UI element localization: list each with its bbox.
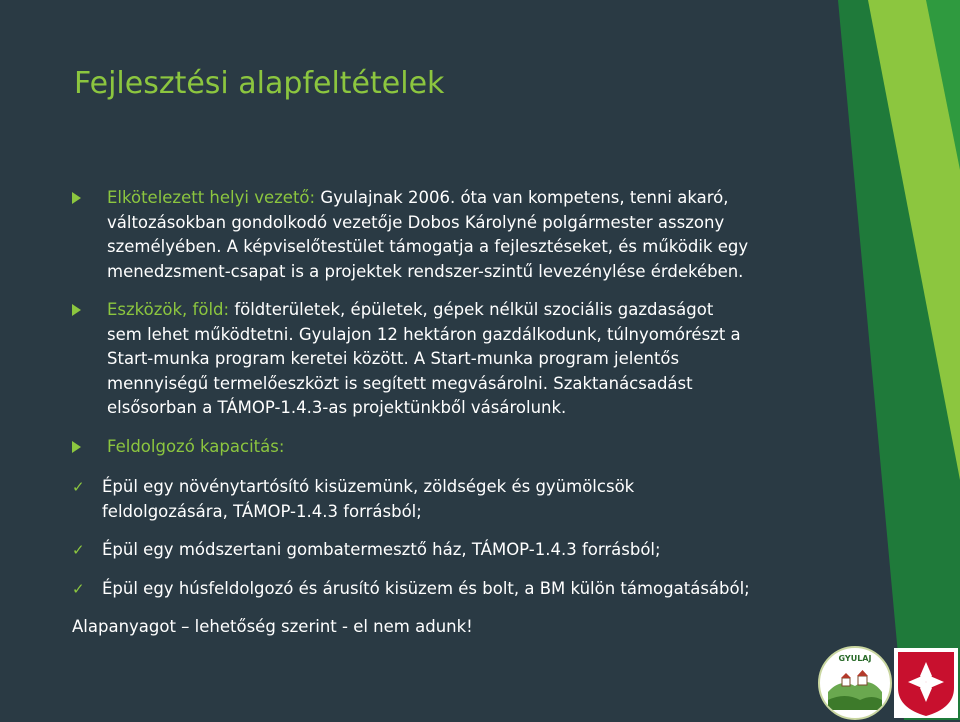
village-icon (820, 648, 890, 718)
checkmark-icon: ✓ (72, 478, 85, 496)
check-text: Épül egy módszertani gombatermesztő ház, TÁMOP-1.4.3 forrásból; (102, 540, 661, 559)
gyulaj-logo-text: GYULAJ (838, 654, 872, 663)
slide-title: Fejlesztési alapfeltételek (74, 66, 445, 101)
arrow-bullet-icon (72, 441, 81, 453)
bullet-item (72, 435, 752, 460)
bullet-label: Feldolgozó kapacitás: (107, 436, 285, 456)
checkmark-icon: ✓ (72, 579, 85, 598)
check-text: Épül egy növénytartósító kisüzemünk, zöldségek és gyümölcsök feldolgozására, TÁMOP-1.4.3 forrásból; (102, 477, 635, 521)
slide-content (72, 186, 752, 640)
check-item (72, 538, 752, 563)
arrow-bullet-icon (72, 192, 81, 204)
check-item (72, 577, 752, 602)
gyulaj-logo (818, 646, 892, 720)
checkmark-icon: ✓ (72, 541, 85, 559)
bullet-item (72, 298, 752, 421)
maltese-cross-icon (894, 648, 958, 718)
bullet-item (72, 186, 752, 284)
check-item (72, 475, 752, 524)
final-statement: Alapanyagot – lehetőség szerint - el nem adunk! (72, 617, 473, 636)
bullet-text: földterületek, épületek, gépek nélkül szociális gazdaságot sem lehet működtetni. Gyulajon 12 hektáron gazdálkodunk, túlnyomórészt a Start-munka program keretei között. A Start-munka program jelentős mennyiségű termelőeszközt is segített megvásárolni. Szaktanácsadást elsősorban a TÁMOP-1.4.3-as projektünkből vásárolunk. (107, 300, 741, 417)
bullet-text: Gyulajnak 2006. óta van kompetens, tenni akaró, változásokban gondolkodó vezetője Dobos Károlyné polgármester asszony személyében. A képviselőtestület támogatja a fejlesztéseket, és működik egy menedzsment-csapat is a projektek rendszer-szintű levezénylése érdekében. (107, 188, 749, 281)
bullet-label: Eszközök, föld: (107, 300, 230, 319)
arrow-bullet-icon (72, 304, 81, 316)
maltese-cross-logo (894, 648, 958, 718)
bullet-label: Elkötelezett helyi vezető: (107, 188, 316, 207)
logos (818, 646, 960, 720)
check-text: Épül egy húsfeldolgozó és árusító kisüzem és bolt, a BM külön támogatásából; (102, 578, 750, 598)
